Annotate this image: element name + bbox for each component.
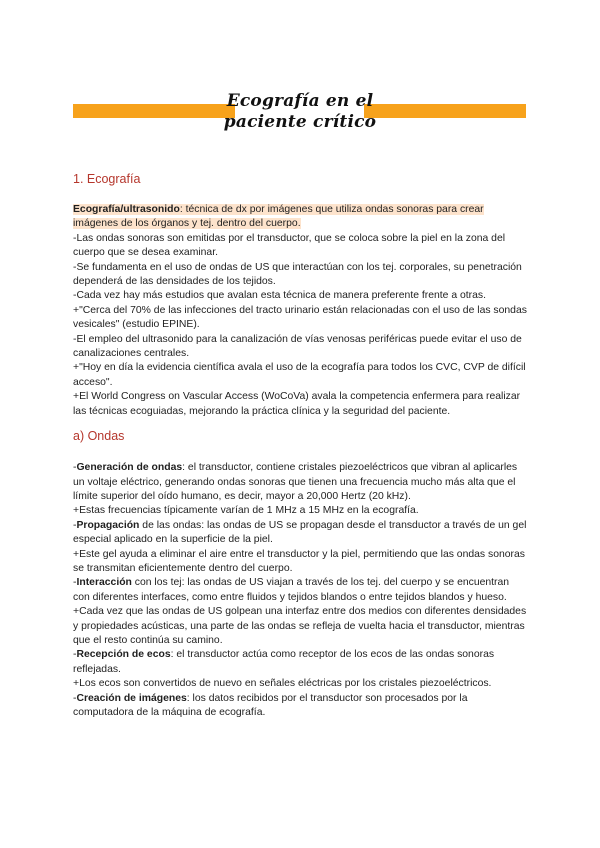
list-prefix: - [73,462,77,474]
list-item-term: Propagación [76,519,140,531]
paragraph: -Cada vez hay más estudios que avalan esta técnica de manera preferente frente a otras. [73,290,486,302]
document-title-line-2: paciente crítico [223,112,377,132]
paragraph-note: +"Cerca del 70% de las infecciones del tracto urinario están relacionadas con el uso de las sondas vesicales" (estudio EPINE). [73,304,527,331]
list-item-text: : los datos recibidos por el transductor son procesados por la computadora de la máquina de ecografía. [73,692,468,718]
paragraph: -El empleo del ultrasonido para la canalización de vías venosas periféricas puede evitar el uso de canalizaciones centrales. [73,333,522,360]
list-item-note: +Los ecos son convertidos de nuevo en señales eléctricas por los cristales piezoeléctricos. [73,678,492,690]
list-item-interaccion [73,576,528,605]
paragraph: -Las ondas sonoras son emitidas por el transductor, que se coloca sobre la piel en la zona del cuerpo que se desea examinar. [73,232,506,259]
definition-paragraph [73,203,528,232]
list-item-term: Creación de imágenes [76,692,187,704]
list-item-note: +Cada vez que las ondas de US golpean una interfaz entre dos medios con diferentes densidades y propiedades acústicas, una parte de las ondas se refleja de vuelta hacia el transductor, mientras que el resto continúa su camino. [73,606,527,646]
section-heading-ecografia: 1. Ecografía [73,172,141,186]
definition-highlight [73,204,484,229]
document-title-line-1: Ecografía en el [226,91,374,111]
list-item-text: con los tej: las ondas de US viajan a través de los tej. del cuerpo y se encuentran con diferentes interfaces, como entre fluidos y tejidos blandos o entre tejidos blandos y hueso. [73,577,510,603]
list-item-term: Recepción de ecos [76,649,171,661]
list-item-propagacion [73,519,528,548]
section-heading-ondas: a) Ondas [73,429,125,444]
list-item-text: : el transductor, contiene cristales piezoeléctricos que vibran al aplicarles un voltaje eléctrico, generando ondas sonoras que tienen una frecuencia mucho más alta que el límite superior del oído humano, es decir, mayor a 20,000 Hertz (20 kHz). [73,462,518,502]
list-item-recepcion [73,648,528,677]
list-prefix: - [73,577,77,589]
list-prefix: - [73,692,77,704]
list-item-generacion [73,461,528,504]
list-item-term: Interacción [76,577,132,589]
list-item-term: Generación de ondas [76,462,183,474]
list-item-text: : el transductor actúa como receptor de los ecos de las ondas sonoras reflejadas. [73,649,495,675]
list-item-creacion [73,692,528,721]
document-header [0,88,600,140]
definition-text: : técnica de dx por imágenes que utiliza ondas sonoras para crear imágenes de los órganos y tej. dentro del cuerpo. [73,204,484,230]
paragraph-note: +"Hoy en día la evidencia científica avala el uso de la ecografía para todos los CVC, CVP de difícil acceso". [73,362,526,388]
list-item-note: +Este gel ayuda a eliminar el aire entre el transductor y la piel, permitiendo que las ondas sonoras se transmitan eficientemente dentro del cuerpo. [73,548,525,574]
paragraph-note: +El World Congress on Vascular Access (WoCoVa) avala la competencia enfermera para realizar las técnicas ecoguiadas, mejorando la práctica clínica y la seguridad del paciente. [73,391,521,417]
list-prefix: - [73,649,77,661]
list-item-note: +Estas frecuencias típicamente varían de 1 MHz a 15 MHz en la ecografía. [73,505,419,517]
document-body [73,172,528,720]
list-item-text: de las ondas: las ondas de US se propagan desde el transductor a través de un gel especial aplicado en la superficie de la piel. [73,519,527,546]
list-prefix: - [73,519,77,531]
paragraph: -Se fundamenta en el uso de ondas de US que interactúan con los tej. corporales, su penetración dependerá de las densidades de los tejidos. [73,261,522,288]
definition-term: Ecografía/ultrasonido [73,204,180,215]
